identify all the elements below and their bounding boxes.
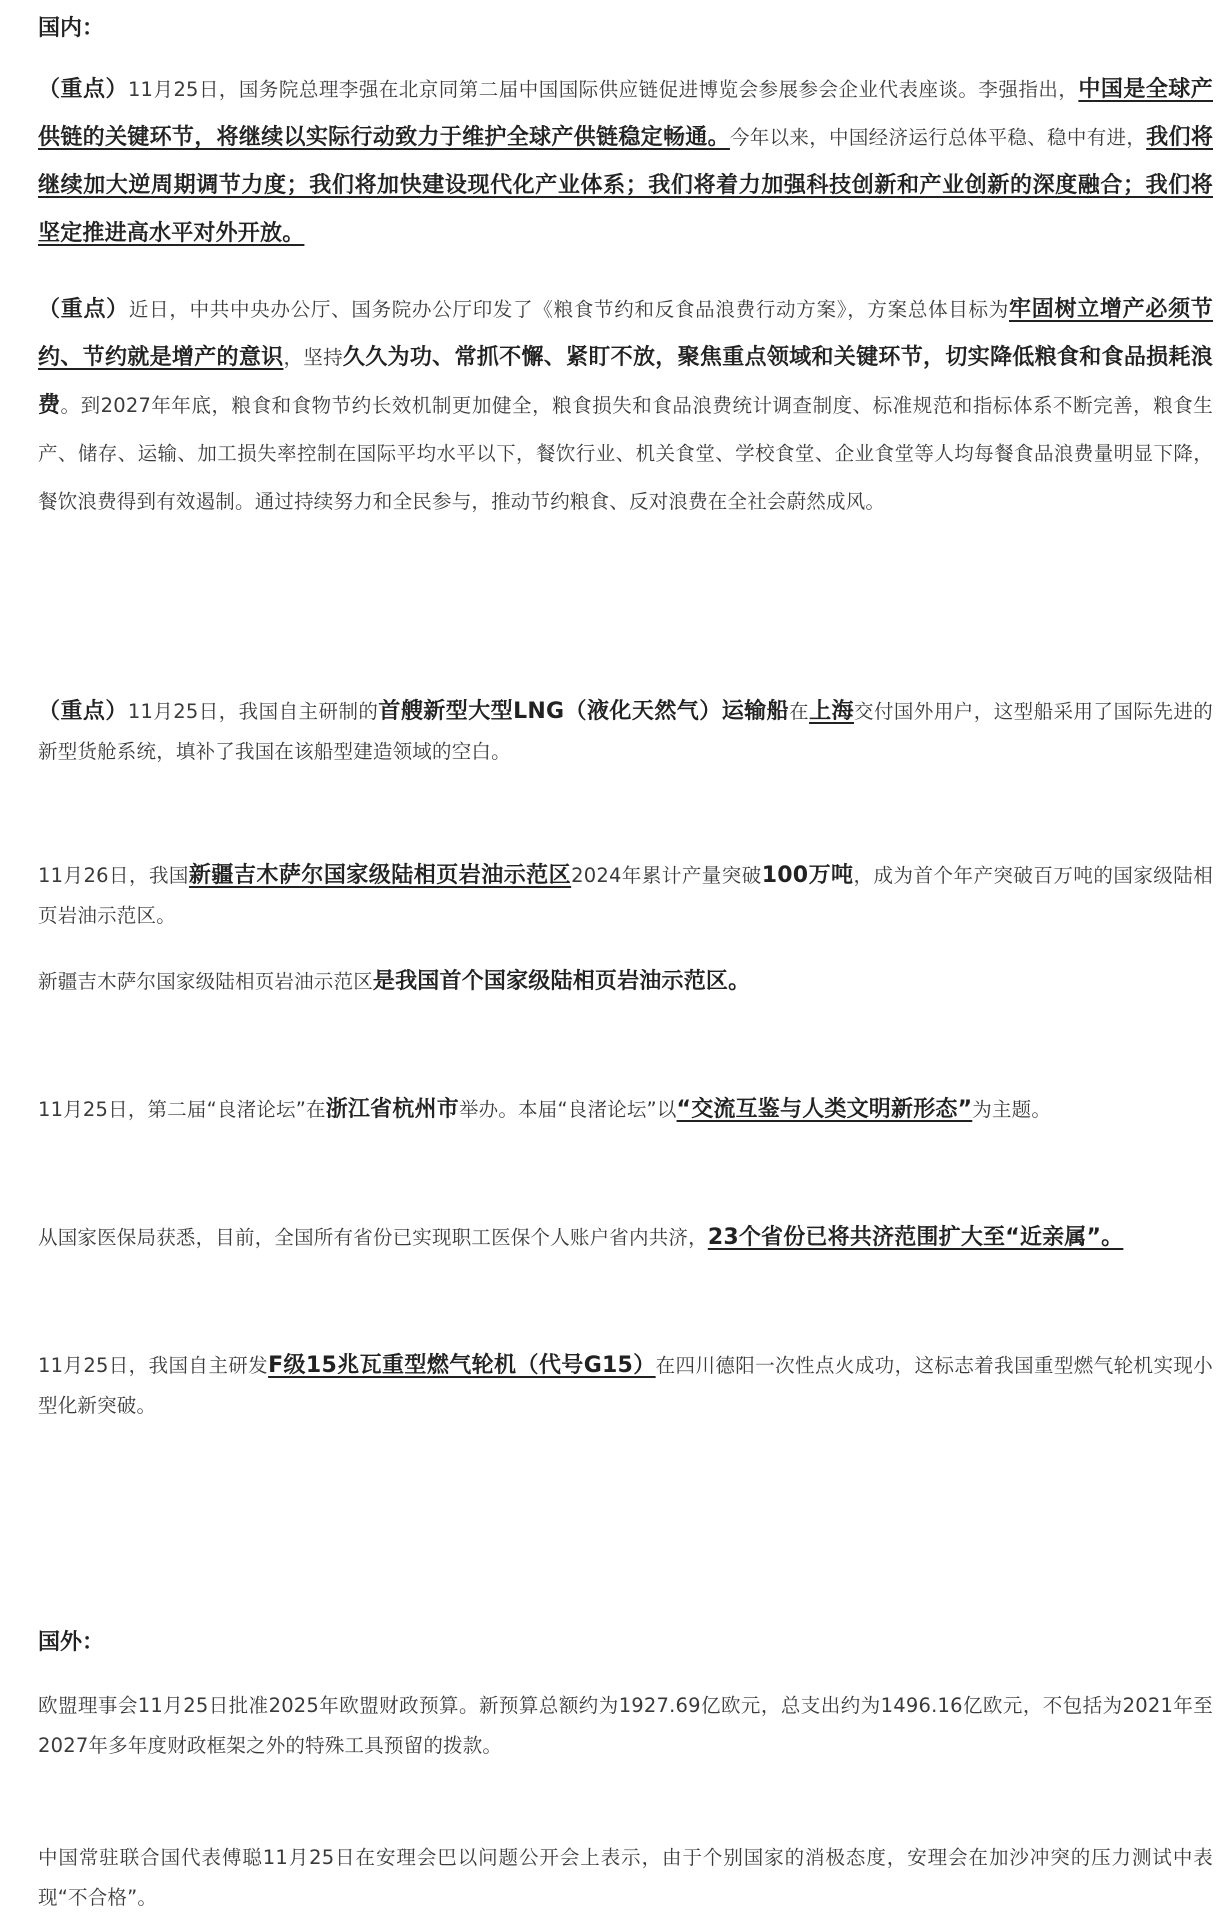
news-highlight: 浙江省杭州市 (325, 1097, 459, 1122)
news-highlight: 是我国首个国家级陆相页岩油示范区。 (372, 969, 751, 994)
news-text: 在四川德阳一次性点火成功，这标志着我国重型燃气轮机实现小型化新突破。 (38, 1354, 1213, 1417)
news-item-supply-chain (38, 66, 1213, 258)
news-highlight: 100万吨 (761, 863, 854, 888)
news-text: 今年以来，中国经济运行总体平稳、稳中有进， (729, 126, 1147, 149)
news-text: 近日，中共中央办公厅、国务院办公厅印发了《粮食节约和反食品浪费行动方案》，方案总体目标为 (128, 298, 1009, 321)
news-highlight: F级15兆瓦重型燃气轮机（代号G15） (268, 1353, 656, 1378)
news-highlight: 新疆吉木萨尔国家级陆相页岩油示范区 (188, 863, 572, 888)
news-text: 举办。本届“良渚论坛”以 (458, 1098, 677, 1121)
news-item-liangzhu-forum (38, 1090, 1213, 1130)
news-text: 11月26日，我国 (38, 864, 189, 887)
news-item-eu-budget (38, 1686, 1213, 1766)
news-text: 11月25日，我国自主研制的 (127, 700, 379, 723)
news-item-medical-insurance (38, 1218, 1213, 1258)
news-text: 11月25日，国务院总理李强在北京同第二届中国国际供应链促进博览会参展参会企业代表座谈。李强指出， (127, 78, 1079, 101)
news-text: 欧盟理事会11月25日批准2025年欧盟财政预算。新预算总额约为1927.69亿欧元，总支出约为1496.16亿欧元，不包括为2021年至2027年多年度财政框架之外的特殊工具预留的拨款。 (38, 1694, 1213, 1757)
news-highlight: “交流互鉴与人类文明新形态” (676, 1097, 973, 1122)
news-highlight: 上海 (809, 699, 854, 724)
news-text: 2024年累计产量突破 (571, 864, 762, 887)
news-highlight: 牢固树立增产必须节约、节约就是增产的意识 (38, 297, 1213, 370)
news-item-lng-ship (38, 692, 1213, 772)
news-text: 11月25日，我国自主研发 (38, 1354, 269, 1377)
news-text: 在 (789, 700, 810, 723)
news-item-shale-oil (38, 856, 1213, 936)
news-text: ，成为首个年产突破百万吨的国家级陆相页岩油示范区。 (38, 864, 1213, 927)
news-text: 从国家医保局获悉，目前，全国所有省份已实现职工医保个人账户省内共济， (38, 1226, 708, 1249)
news-highlight: 久久为功、常抓不懈、紧盯不放，聚焦重点领域和关键环节，切实降低粮食和食品损耗浪费 (38, 345, 1214, 418)
news-item-food-saving (38, 286, 1213, 526)
key-tag: （重点） (38, 77, 128, 102)
news-highlight: 首艘新型大型LNG（液化天然气）运输船 (378, 699, 790, 724)
news-text: 为主题。 (972, 1098, 1052, 1121)
news-highlight: 我们将继续加大逆周期调节力度；我们将加快建设现代化产业体系；我们将着力加强科技创新和产业创新的深度融合；我们将坚定推进高水平对外开放。 (38, 125, 1214, 246)
domestic-heading: 国内： (38, 16, 105, 41)
news-text: ，坚持 (283, 346, 343, 369)
news-item-gas-turbine (38, 1346, 1213, 1426)
news-text: 新疆吉木萨尔国家级陆相页岩油示范区 (38, 970, 373, 993)
news-text: 交付国外用户，这型船采用了国际先进的新型货舱系统，填补了我国在该船型建造领域的空白。 (38, 700, 1213, 763)
key-tag: （重点） (38, 297, 129, 322)
news-highlight: 中国是全球产供链的关键环节，将继续以实际行动致力于维护全球产供链稳定畅通。 (38, 77, 1213, 150)
news-item-un-security-council (38, 1838, 1213, 1918)
news-item-shale-oil-note (38, 962, 1213, 1002)
news-text: 。到2027年年底，粮食和食物节约长效机制更加健全，粮食损失和食品浪费统计调查制度、标准规范和指标体系不断完善，粮食生产、储存、运输、加工损失率控制在国际平均水平以下，餐饮行业、机关食堂、学校食堂、企业食堂等人均每餐食品浪费量明显下降，餐饮浪费得到有效遏制。通过持续努力和全民参与，推动节约粮食、反对浪费在全社会蔚然成风。 (38, 394, 1213, 513)
foreign-heading: 国外： (38, 1630, 105, 1655)
news-text: 11月25日，第二届“良渚论坛”在 (38, 1098, 326, 1121)
news-text: 中国常驻联合国代表傅聪11月25日在安理会巴以问题公开会上表示，由于个别国家的消极态度，安理会在加沙冲突的压力测试中表现“不合格”。 (38, 1846, 1213, 1909)
key-tag: （重点） (38, 699, 128, 724)
news-highlight: 23个省份已将共济范围扩大至“近亲属”。 (707, 1225, 1124, 1250)
